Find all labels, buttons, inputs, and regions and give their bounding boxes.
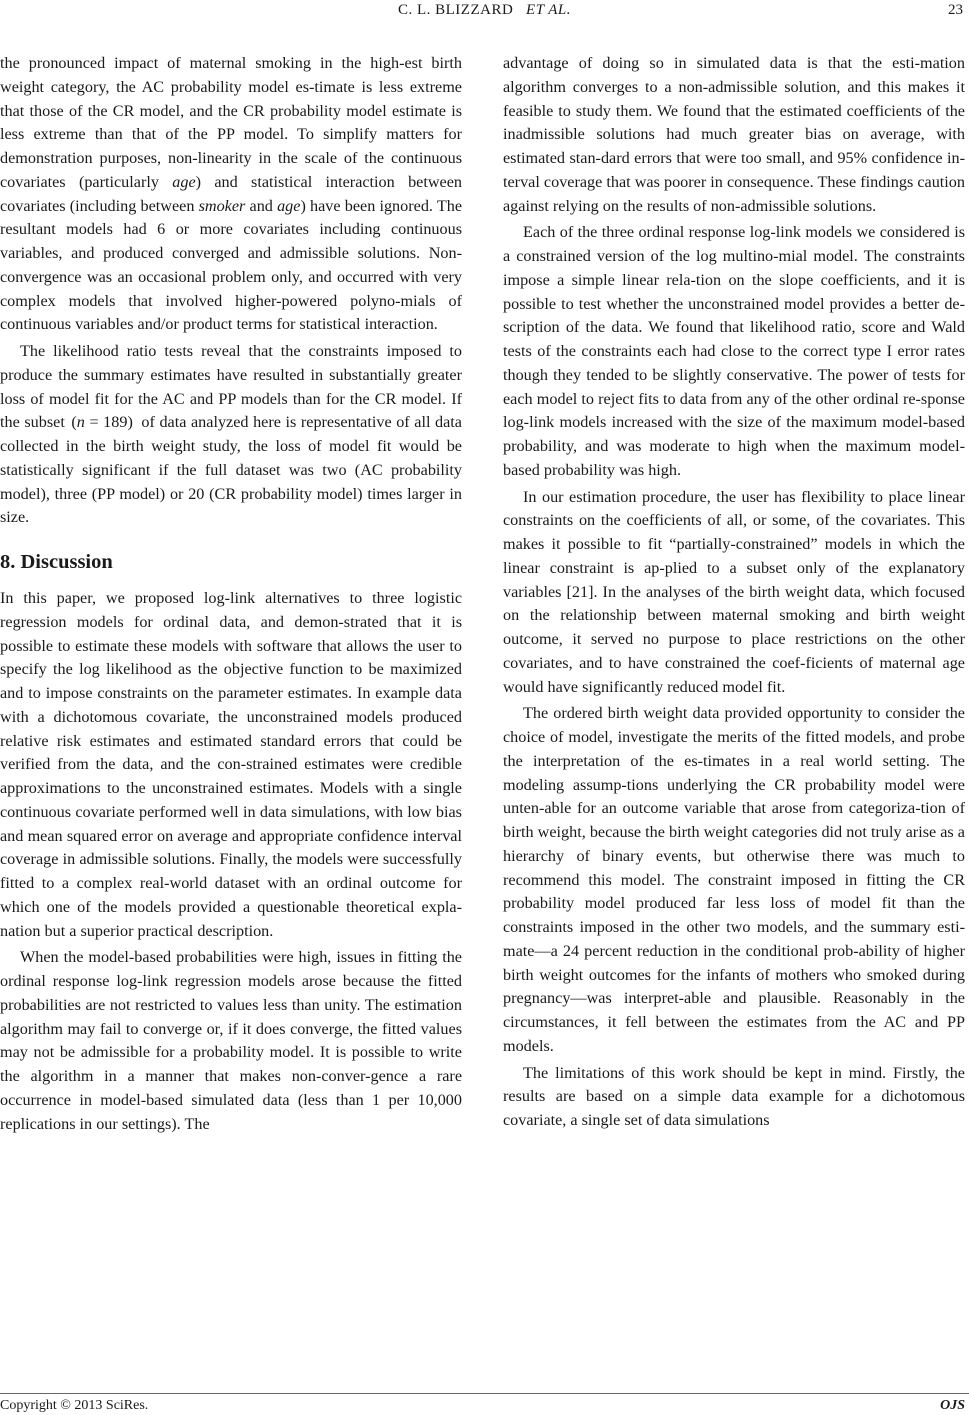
left-column bbox=[0, 52, 462, 1382]
text-run: the pronounced impact of maternal smoking in the high-est birth weight category, the AC probability model es-timate is less extreme that those of the CR model, and the CR probability model estimate is less extreme than that of the PP model. To simplify matters for demonstration purposes, non-linearity in the scale of the continuous covariates (particularly bbox=[0, 54, 462, 191]
running-title bbox=[0, 2, 969, 19]
running-title-et-al: ET AL. bbox=[526, 2, 572, 18]
paragraph-fitting-issues: When the model-based probabilities were high, issues in fitting the ordinal response log-link regression models arose because the fitted probabilities are not restricted to values less than unity. The estimation algorithm may fail to converge or, if it does converge, the fitted values may not be admissible for a probability model. It is possible to write the algorithm in a manner that makes non-conver-gence a rare occurrence in model-based simulated data (less than 1 per 10,000 replications in our settings). The bbox=[0, 948, 462, 1133]
math-paren: ) bbox=[127, 413, 133, 432]
italic-variable-age: age bbox=[172, 172, 196, 191]
italic-variable-smoker: smoker bbox=[198, 196, 246, 215]
page-number: 23 bbox=[948, 2, 963, 18]
paragraph-constrained-versions: Each of the three ordinal response log-link models we considered is a constrained version of the log multino-mial model. The constraints impose a simple linear rela-tion on the slope coefficients, and it is possible to test whether the unconstrained model provides a better de-scription of the data. We found that likelihood ratio, score and Wald tests of the constraints each had close to the correct type I error rates though they tended to be slightly conservative. The power of tests for each model to reject fits to data from any of the other ordinal re-sponse log-link models increased with the size of the maximum model-based probability, and was moderate to high when the maximum model-based probability was high. bbox=[503, 223, 965, 479]
running-title-authors: C. L. BLIZZARD bbox=[397, 2, 514, 18]
paragraph-estimation-procedure: In our estimation procedure, the user has flexibility to place linear constraints on the coefficients of all, or some, of the covariates. This makes it possible to fit “partially-constrained” models in which the linear constraint is ap-plied to a subset only of the explanatory variables [21]. In the analyses of the birth weight data, which focused on the relationship between maternal smoking and birth weight outcome, it served no purpose to place restrictions on the other covariates, and to have constrained the coef-ficients of maternal age would have significantly reduced model fit. bbox=[503, 487, 965, 696]
text-run: of data analyzed here is representative of all data collected in the birth weight study, the loss of model fit would be statistically significant if the full dataset was two (AC probability model), three (PP model) or 20 (CR probability model) times larger in size. bbox=[0, 413, 462, 527]
page-footer bbox=[0, 1393, 969, 1414]
right-column bbox=[503, 52, 965, 1382]
paragraph-limitations: The limitations of this work should be kept in mind. Firstly, the results are based on a simple data example for a dichotomous covariate, a single set of data simulations bbox=[503, 1063, 965, 1129]
math-paren: ( bbox=[71, 413, 77, 432]
paragraph-continued bbox=[0, 52, 462, 337]
inline-math-subset-size bbox=[69, 413, 136, 431]
text-run: The likelihood ratio tests reveal that the constraints imposed to produce the summary estimates have resulted in substantially greater loss of model fit for the AC and PP models than for the CR model. If the subset bbox=[0, 342, 462, 432]
paragraph-likelihood-ratio bbox=[0, 340, 462, 530]
section-heading: 8. Discussion bbox=[0, 551, 113, 573]
page-header bbox=[0, 0, 969, 28]
text-run: and bbox=[245, 196, 278, 215]
text-run: ) and statistical interaction between covariates (including between bbox=[0, 172, 462, 215]
italic-variable-age: age bbox=[277, 196, 301, 215]
paragraph-continued: advantage of doing so in simulated data is that the esti-mation algorithm converges to a non-admissible solution, and this makes it feasible to study them. We found that the estimated coefficients of the inadmissible solutions had much greater bias on average, with estimated stan-dard errors that were too small, and 95% confidence in-terval coverage that was poorer in consequence. These findings caution against relying on the results of non-admissible solutions. bbox=[503, 54, 965, 215]
copyright-notice: Copyright © 2013 SciRes. bbox=[0, 1398, 149, 1413]
paragraph-birth-weight-data: The ordered birth weight data provided opportunity to consider the choice of model, investigate the merits of the fitted models, and probe the interpretation of the es-timates in a real world setting. The modeling assump-tions underlying the CR probability model were unten-able for an outcome variable that arose from categoriza-tion of birth weight, because the birth weight categories did not truly arise as a hierarchy of binary events, but otherwise there was much to recommend this model. The constraint imposed in fitting the CR probability model produced far less loss of model fit than the constraints imposed in the other two models, and the summary esti-mate—a 24 percent reduction in the conditional prob-ability of higher birth weight outcomes for the infants of mothers who smoked during pregnancy—was interpret-able and plausible. Reasonably in the circumstances, it fell between the estimates from the AC and PP models. bbox=[503, 704, 965, 1055]
journal-abbreviation: OJS bbox=[940, 1398, 965, 1413]
math-variable: n bbox=[76, 413, 85, 432]
paragraph-discussion-intro: In this paper, we proposed log-link alternatives to three logistic regression models for ordinal data, and demon-strated that it is possible to estimate these models with software that allows the user to specify the log likelihood as the objective function to be maximized and to impose constraints on the parameter estimates. In example data with a dichotomous covariate, the unconstrained models produced relative risk estimates and estimated standard errors that could be verified from the data, and the con-strained estimates were credible approximations to the unconstrained estimates. Models with a single continuous covariate performed well in data simulations, with low bias and mean squared error on average and appropriate confidence interval coverage in admissible solutions. Finally, the models were successfully fitted to a complex real-world dataset with an ordinal outcome for which one of the models provided a questionable theoretical expla-nation but a superior practical description. bbox=[0, 589, 462, 940]
math-value: = 189 bbox=[84, 413, 128, 432]
text-run: ) have been ignored. The resultant models had 6 or more covariates including continuous variables, and produced converged and admissible solutions. Non-convergence was an occasional problem only, and occurred with very complex models that involved higher-powered polyno-mials of continuous variables and/or product terms for statistical interaction. bbox=[0, 196, 462, 334]
